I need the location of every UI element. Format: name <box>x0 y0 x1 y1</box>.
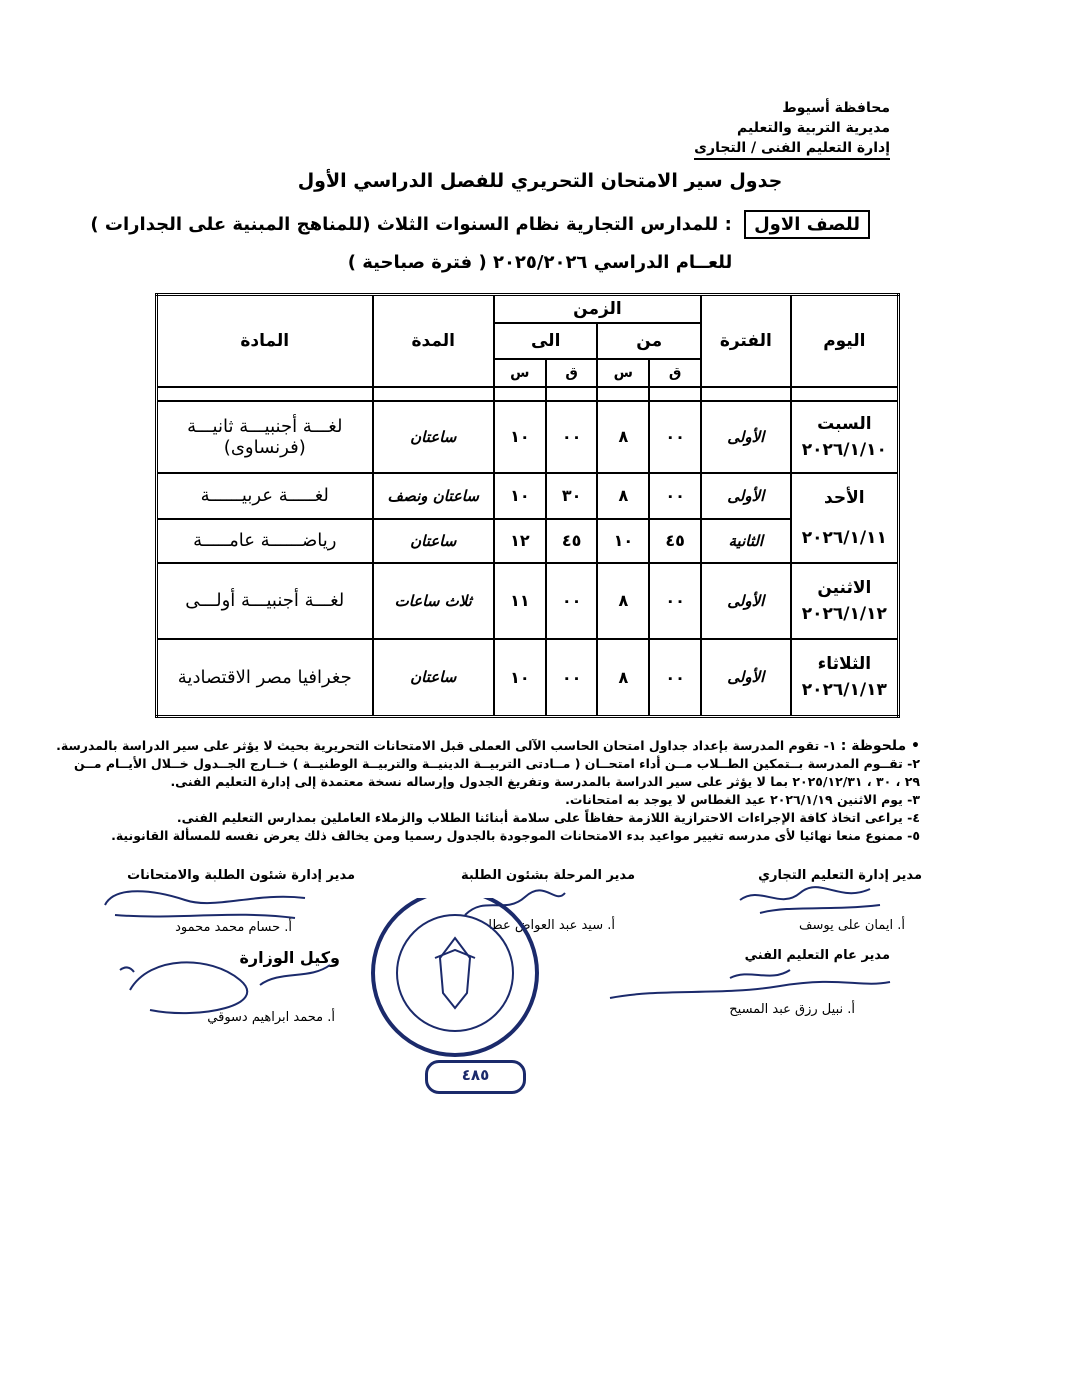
row-from-min: ٠٠ <box>649 401 701 473</box>
note-item: ٢- تقــوم المدرسة بــتمكين الطــلاب مــن أداء امتحــان ( مــادتى التربيــة الدينيــة والتربيــة الوطنيــة ) خــارج الجــدول خــلال الأيــام مــن <box>74 756 920 771</box>
row-date: ٢٠٢٦/١/١٢ <box>801 603 887 624</box>
header-to-minutes: ق <box>546 359 598 387</box>
row-period: الثانية <box>701 519 791 563</box>
header-block <box>694 98 890 160</box>
row-from-min: ٠٠ <box>649 563 701 639</box>
header-to: الى <box>494 323 598 359</box>
row-subject: لغـــة أجنبيـــة ثانيـــة <box>187 415 343 437</box>
subtitle: : للمدارس التجارية نظام السنوات الثلاث (للمناهج المبنية على الجدارات ) <box>90 214 732 235</box>
administration: إدارة التعليم الفنى / التجارى <box>694 138 890 160</box>
header-subject: المادة <box>157 295 373 387</box>
stage-manager-name: أ. سيد عبد العواض عطا <box>488 918 615 933</box>
governorate: محافظة أسيوط <box>782 100 890 116</box>
row-to-min: ٠٠ <box>546 563 598 639</box>
row-from-hr: ١٠ <box>597 519 649 563</box>
page-title: جدول سير الامتحان التحريري للفصل الدراسي الأول <box>297 170 783 192</box>
row-subject: جغرافيا مصر الاقتصادية <box>157 639 373 717</box>
row-from-hr: ٨ <box>597 563 649 639</box>
undersecretary-title: وكيل الوزارة <box>239 948 340 967</box>
header-day: اليوم <box>791 295 899 387</box>
row-to-min: ٠٠ <box>546 401 598 473</box>
stamp-number-badge <box>425 1060 526 1094</box>
header-from-hours: س <box>597 359 649 387</box>
header-time: الزمن <box>494 295 701 323</box>
header-to-hours: س <box>494 359 546 387</box>
table-row <box>157 563 899 639</box>
technical-manager-title: مدير إدارة التعليم التجاري <box>758 868 922 883</box>
general-manager-name: أ. نبيل رزق عبد المسيح <box>729 1002 855 1017</box>
technical-manager-name: أ. ايمان على يوسف <box>799 918 905 933</box>
row-to-hr: ١٠ <box>494 401 546 473</box>
year-line: للعــام الدراسي ٢٠٢٥/٢٠٢٦ ( فترة صباحية ) <box>347 252 733 273</box>
row-duration: ساعتان ونصف <box>373 473 494 519</box>
header-period: الفترة <box>701 295 791 387</box>
directorate: مديرية التربية والتعليم <box>737 120 890 136</box>
table-row <box>157 473 899 519</box>
row-duration: ساعتان <box>373 401 494 473</box>
row-date: ٢٠٢٦/١/١٣ <box>801 680 887 701</box>
row-from-hr: ٨ <box>597 473 649 519</box>
row-day: الثلاثاء <box>817 654 872 675</box>
row-to-hr: ١١ <box>494 563 546 639</box>
grade-label: للصف الاول <box>744 210 870 239</box>
note-item: ٥- ممنوع منعا نهائيا لأى مدرسه تغيير مواعيد بدء الامتحانات الموجودة بالجدول رسميا ومن يخالف ذلك يعرض نفسه للمسألة القانونية. <box>111 828 920 843</box>
row-date: ٢٠٢٦/١/١٠ <box>801 439 887 460</box>
row-to-hr: ١٢ <box>494 519 546 563</box>
technical-manager-signature <box>730 875 900 920</box>
row-duration: ساعتان <box>373 639 494 717</box>
row-period: الأولى <box>701 639 791 717</box>
table-row <box>157 639 899 717</box>
row-from-hr: ٨ <box>597 639 649 717</box>
notes-label: • ملحوظة : <box>840 738 920 754</box>
header-from-minutes: ق <box>649 359 701 387</box>
header-from: من <box>597 323 701 359</box>
row-subject: لغـــــة عربيــــــة <box>157 473 373 519</box>
row-from-min: ٤٥ <box>649 519 701 563</box>
subtitle-line <box>90 210 870 239</box>
affairs-manager-name: أ. حسام محمد محمود <box>175 920 292 935</box>
note-item: ٣- يوم الاثنين ٢٠٢٦/١/١٩ عيد الغطاس لا يوجد به امتحانات. <box>565 792 920 807</box>
row-period: الأولى <box>701 401 791 473</box>
row-day: الاثنين <box>817 577 872 598</box>
row-to-min: ٤٥ <box>546 519 598 563</box>
row-day: السبت <box>817 413 872 434</box>
row-duration: ساعتان <box>373 519 494 563</box>
general-manager-title: مدير عام التعليم الفني <box>744 948 890 963</box>
schedule-table <box>155 293 900 718</box>
row-date: ٢٠٢٦/١/١١ <box>801 527 887 548</box>
undersecretary-name: أ. محمد ابراهيم دسوقي <box>207 1010 335 1025</box>
row-period: الأولى <box>701 473 791 519</box>
row-from-min: ٠٠ <box>649 639 701 717</box>
notes-block <box>56 737 920 845</box>
table-row <box>157 519 899 563</box>
header-duration: المدة <box>373 295 494 387</box>
row-to-min: ٠٠ <box>546 639 598 717</box>
note-item: ٤- يراعى اتخاذ كافة الإجراءات الاحترازية اللازمة حفاظاً على سلامة أبنائنا الطلاب والزملاء العاملين بمدارس التعليم الفنى. <box>176 810 920 825</box>
row-to-min: ٣٠ <box>546 473 598 519</box>
row-from-min: ٠٠ <box>649 473 701 519</box>
row-to-hr: ١٠ <box>494 639 546 717</box>
stamp-number: ٤٨٥ <box>461 1066 490 1084</box>
row-from-hr: ٨ <box>597 401 649 473</box>
table-row <box>157 401 899 473</box>
affairs-manager-title: مدير إدارة شئون الطلبة والامتحانات <box>127 868 355 883</box>
row-subject: رياضــــــة عامـــــة <box>157 519 373 563</box>
stage-manager-title: مدير المرحلة بشئون الطلبة <box>461 868 635 883</box>
row-period: الأولى <box>701 563 791 639</box>
note-item: ١- تقوم المدرسة بإعداد جداول امتحان الحاسب الآلى العملى قبل الامتحانات التحريرية بحيث لا يؤثر على سير الدراسة بالمدرسة. <box>56 738 837 753</box>
row-day: الأحد <box>824 487 865 508</box>
row-subject: لغـــة أجنبيـــة أولـــى <box>157 563 373 639</box>
note-item: ٢٩ ، ٣٠ ، ٢٠٢٥/١٢/٣١ بما لا يؤثر على سير الدراسة بالمدرسة وتفريغ الجدول وإرساله نسخة معتمدة إلى إدارة التعليم الفنى. <box>170 774 920 789</box>
row-duration: ثلاث ساعات <box>373 563 494 639</box>
row-to-hr: ١٠ <box>494 473 546 519</box>
row-subject-note: (فرنساوى) <box>223 436 306 458</box>
